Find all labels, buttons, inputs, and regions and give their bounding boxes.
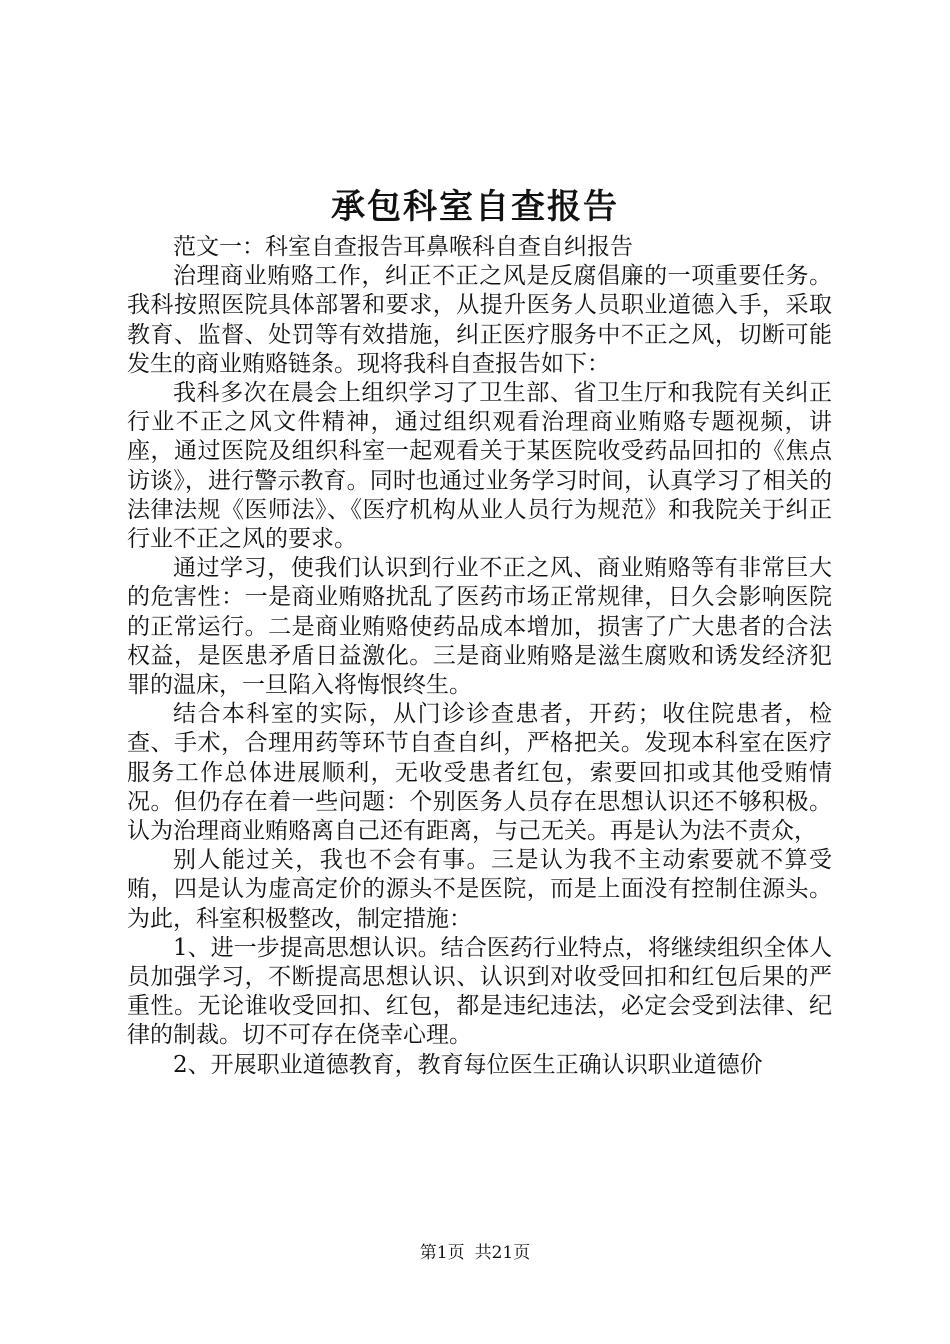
paragraph: 1、进一步提高思想认识。结合医药行业特点，将继续组织全体人员加强学习，不断提高思想认识、认识到对收受回扣和红包后果的严重性。无论谁收受回扣、红包，都是违纪违法，必定会受到法律、纪律的制裁。切不可存在侥幸心理。 (127, 934, 832, 1049)
paragraph-subtitle: 范文一：科室自查报告耳鼻喉科自查自纠报告 (173, 234, 633, 260)
paragraph: 通过学习，使我们认识到行业不正之风、商业贿赂等有非常巨大的危害性：一是商业贿赂扰乱了医药市场正常规律，日久会影响医院的正常运行。二是商业贿赂使药品成本增加，损害了广大患者的合法权益，是医患矛盾日益激化。三是商业贿赂是滋生腐败和诱发经济犯罪的温床，一旦陷入将悔恨终生。 (127, 555, 832, 699)
page-number: 第1页 (419, 1243, 465, 1263)
paragraph: 别人能过关，我也不会有事。三是认为我不主动索要就不算受贿，四是认为虚高定价的源头不是医院，而是上面没有控制住源头。为此，科室积极整改，制定措施： (127, 847, 832, 932)
paragraph: 我科多次在晨会上组织学习了卫生部、省卫生厅和我院有关纠正行业不正之风文件精神，通过组织观看治理商业贿赂专题视频，讲座，通过医院及组织科室一起观看关于某医院收受药品回扣的《焦点访谈》，进行警示教育。同时也通过业务学习时间，认真学习了相关的法律法规《医师法》、《医疗机构从业人员行为规范》和我院关于纠正行业不正之风的要求。 (127, 380, 832, 553)
document-body (127, 233, 832, 1080)
page-title: 承包科室自查报告 (331, 187, 619, 227)
page-total: 共21页 (474, 1243, 531, 1263)
paragraph: 治理商业贿赂工作，纠正不正之风是反腐倡廉的一项重要任务。我科按照医院具体部署和要求，从提升医务人员职业道德入手，采取教育、监督、处罚等有效措施，纠正医疗服务中不正之风，切断可能发生的商业贿赂链条。现将我科自查报告如下： (127, 263, 832, 377)
paragraph: 结合本科室的实际，从门诊诊查患者，开药；收住院患者，检查、手术，合理用药等环节自查自纠，严格把关。发现本科室在医疗服务工作总体进展顺利，无收受患者红包，索要回扣或其他受贿情况。但仍存在着一些问题：个别医务人员存在思想认识还不够积极。认为治理商业贿赂离自己还有距离，与己无关。再是认为法不责众， (127, 701, 832, 845)
paragraph: 2、开展职业道德教育，教育每位医生正确认识职业道德价 (173, 1051, 763, 1078)
page-footer (0, 1242, 950, 1264)
